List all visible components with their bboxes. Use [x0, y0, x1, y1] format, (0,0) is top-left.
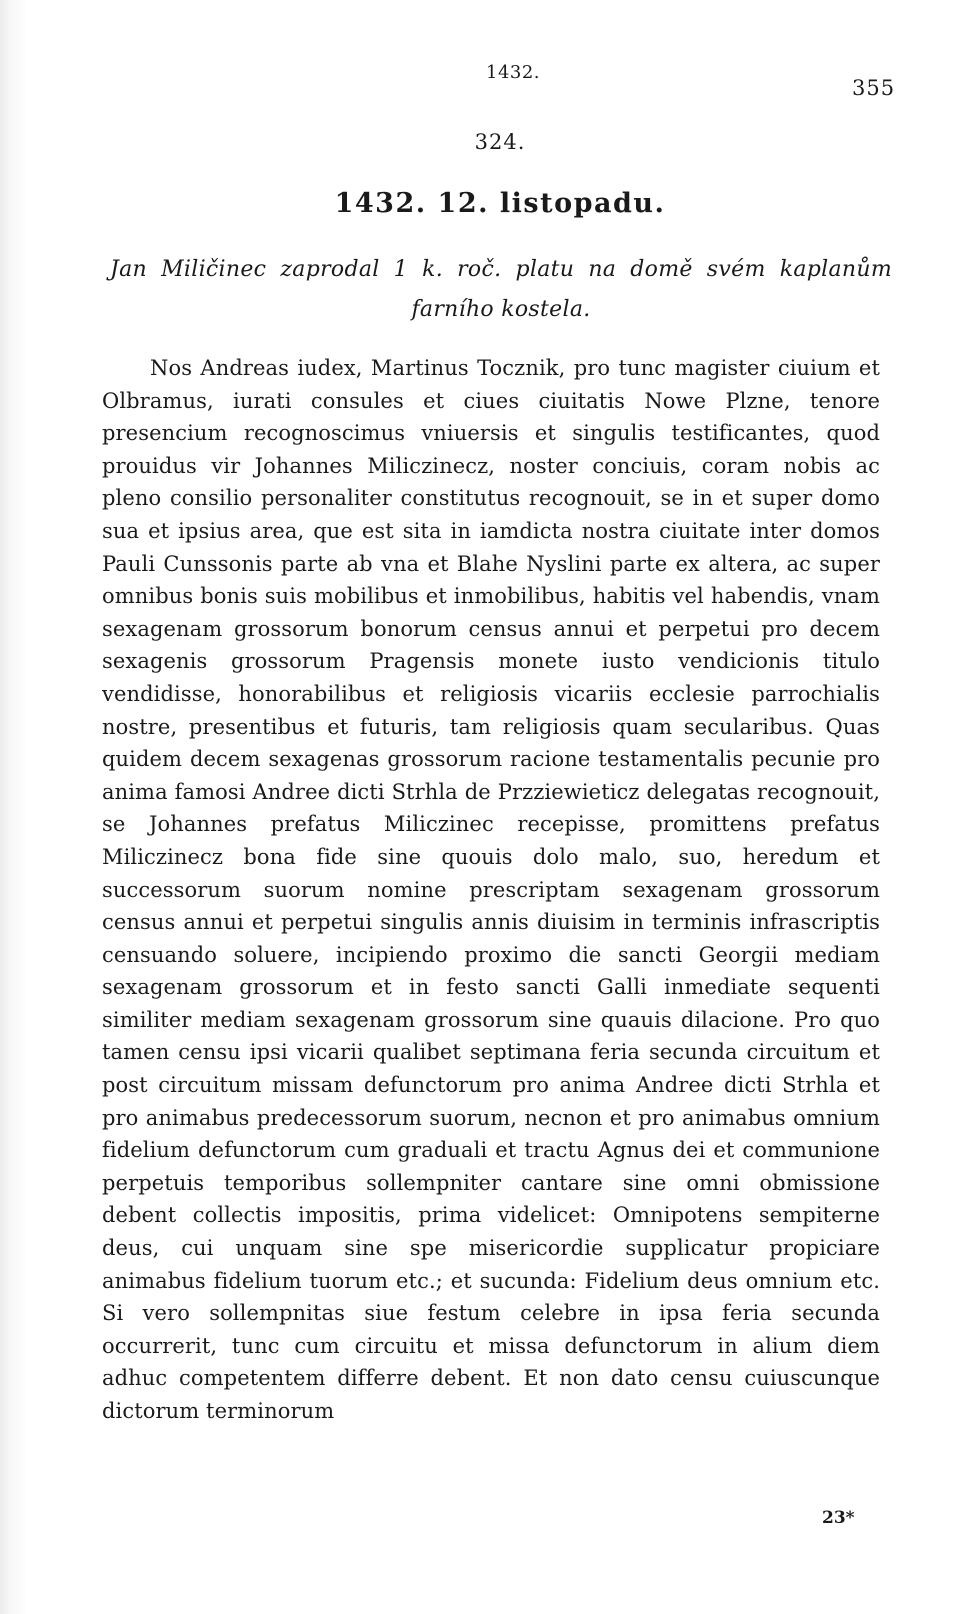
running-head — [0, 62, 960, 100]
page-number: 355 — [852, 76, 896, 100]
running-head-year: 1432. — [486, 62, 541, 83]
document-regest: Jan Miličinec zaprodal 1 k. roč. platu na domě svém kaplanům farního kostela. — [110, 257, 892, 322]
charter-text: Nos Andreas iudex, Martinus Tocznik, pro tunc magister ciuium et Olbramus, iurati consules et ciues ciuitatis Nowe Plzne, tenore presencium recognoscimus vniuersis et singulis testificantes, quod prouidus vir Johannes Miliczinecz, noster conciuis, coram nobis ac pleno consilio personaliter constitutus recognouit, se in et super domo sua et ipsius area, que est sita in iamdicta nostra ciuitate inter domos Pauli Cunssonis parte ab vna et Blahe Nyslini parte ex altera, ac super omnibus bonis suis mobilibus et inmobilibus, habitis vel habendis, vnam sexagenam grossorum bonorum census annui et perpetui pro decem sexagenis grossorum Pragensis monete iusto vendicionis titulo vendidisse, honorabilibus et religiosis vicariis ecclesie parrochialis nostre, presentibus et futuris, tam religiosis quam secularibus. Quas quidem decem sexagenas grossorum racione testamentalis pecunie pro anima famosi Andree dicti Strhla de Przziewieticz delegatas recognouit, se Johannes prefatus Miliczinec recepisse, promittens prefatus Miliczinecz bona fide sine quouis dolo malo, suo, heredum et successorum suorum nomine prescriptam sexagenam grossorum census annui et perpetui singulis annis diuisim in terminis infrascriptis censuando soluere, incipiendo proximo die sancti Georgii mediam sexagenam grossorum et in festo sancti Galli inmediate sequenti similiter mediam sexagenam grossorum sine quauis dilacione. Pro quo tamen censu ipsi vicarii qualibet septimana feria secunda circuitum et post circuitum missam defunctorum pro anima Andree dicti Strhla et pro animabus predecessorum suorum, necnon et pro animabus omnium fidelium defunctorum cum graduali et tractu Agnus dei et communione perpetuis temporibus sollempniter cantare sine omni obmissione debent collectis impositis, prima videlicet: Omnipotens sempiterne deus, cui unquam sine spe misericordie supplicatur propiciare animabus fidelium tuorum etc.; et sucunda: Fidelium deus omnium etc. Si vero sollempnitas siue festum celebre in ipsa feria secunda occurrerit, tunc cum circuitu et missa defunctorum in alium diem adhuc competentem differre debent. Et non dato censu cuiuscunque dictorum terminorum — [102, 356, 880, 1423]
document-number: 324. — [474, 130, 526, 154]
printer-signature-mark: 23* — [822, 1508, 855, 1528]
document-date-heading: 1432. 12. listopadu. — [334, 188, 666, 219]
